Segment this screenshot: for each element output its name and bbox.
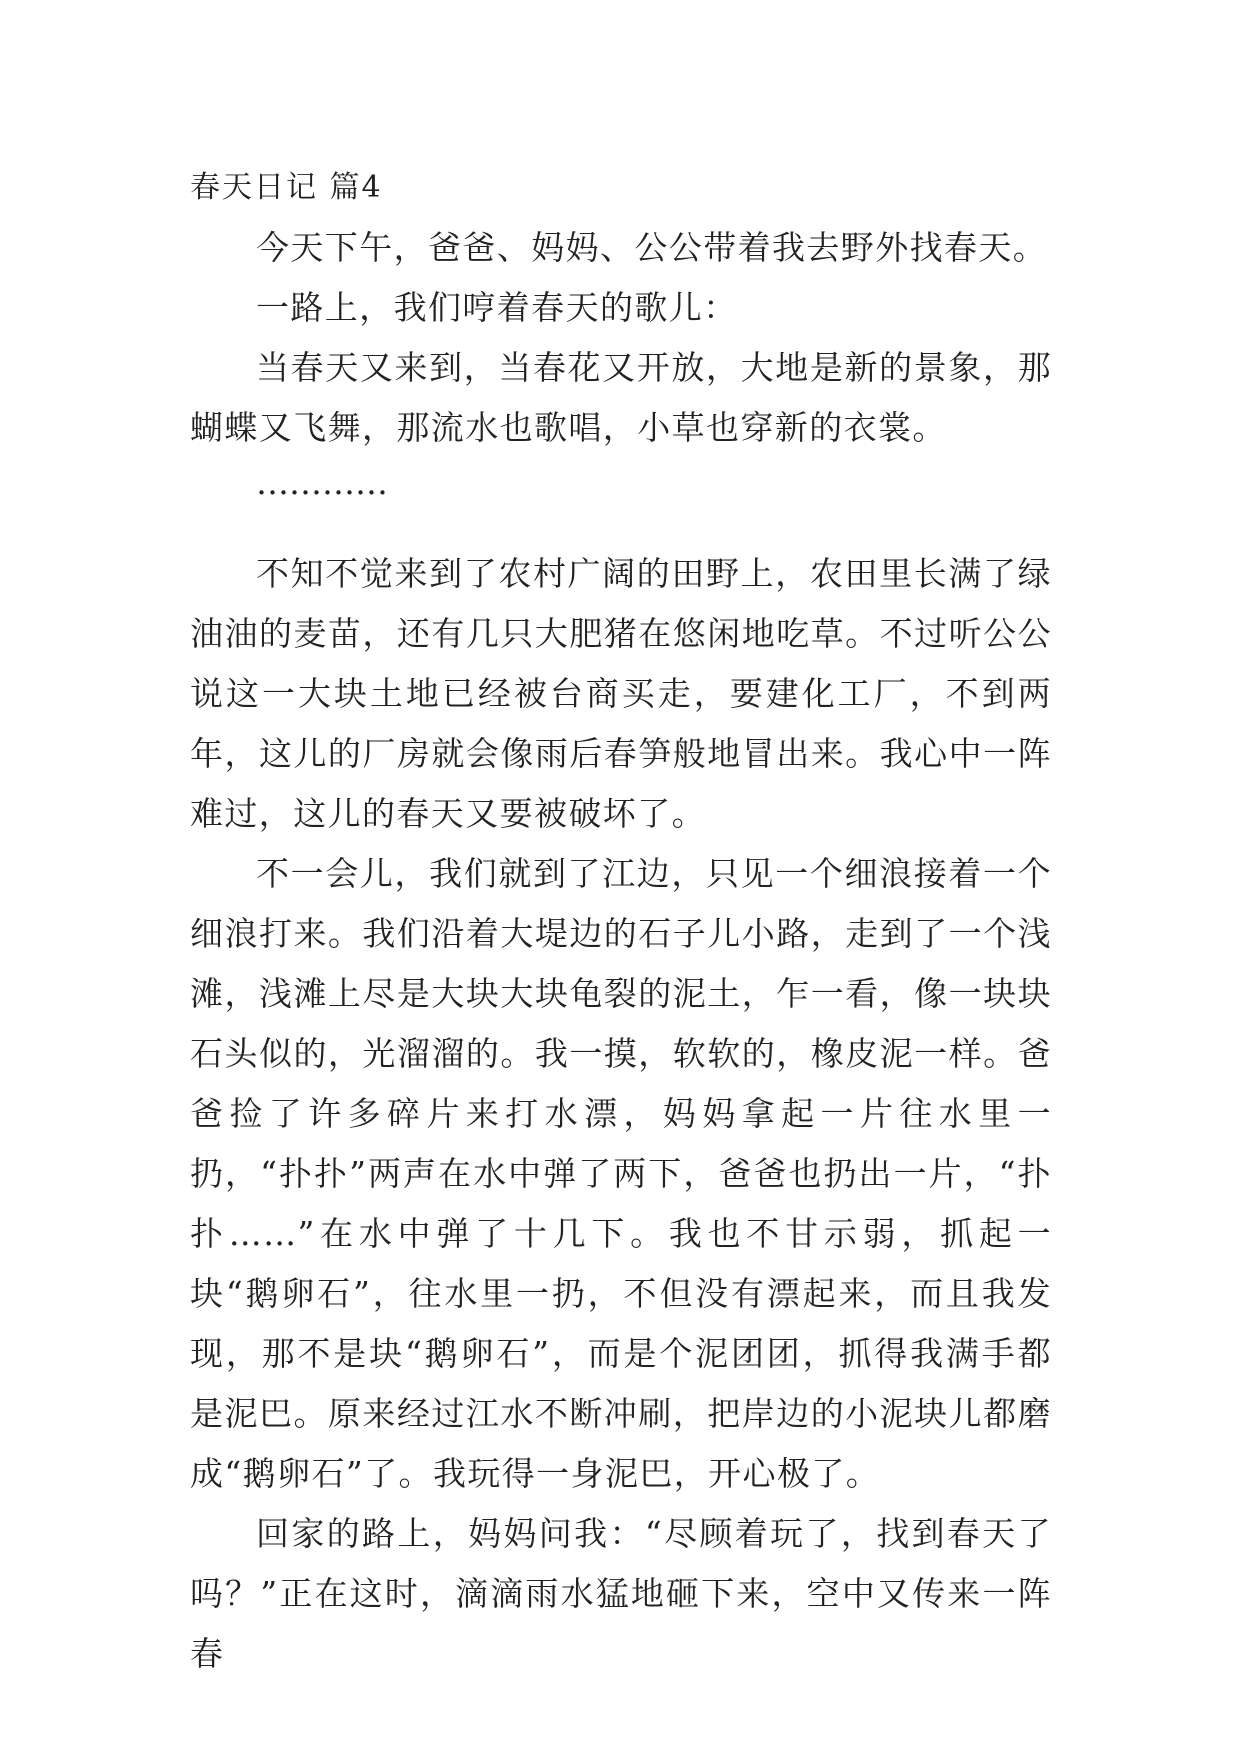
paragraph-way-home: 回家的路上，妈妈问我：“尽顾着玩了，找到春天了吗？”正在这时，滴滴雨水猛地砸下来，空中又传来一阵春 (190, 1514, 1052, 1673)
paragraph-singing: 一路上，我们哼着春天的歌儿： (256, 288, 738, 327)
paragraph-song-lyrics: 当春天又来到，当春花又开放，大地是新的景象，那蝴蝶又飞舞，那流水也歌唱，小草也穿新的衣裳。 (190, 348, 1052, 447)
document-title: 春天日记 篇4 (190, 170, 383, 205)
ellipsis-line: ………… (256, 463, 388, 502)
paragraph-fields: 不知不觉来到了农村广阔的田野上，农田里长满了绿油油的麦苗，还有几只大肥猪在悠闲地吃草。不过听公公说这一大块土地已经被台商买走，要建化工厂，不到两年，这儿的厂房就会像雨后春笋般地冒出来。我心中一阵难过，这儿的春天又要被破坏了。 (190, 554, 1052, 833)
paragraph-intro: 今天下午，爸爸、妈妈、公公带着我去野外找春天。 (256, 228, 1048, 267)
paragraph-riverside: 不一会儿，我们就到了江边，只见一个细浪接着一个细浪打来。我们沿着大堤边的石子儿小路，走到了一个浅滩，浅滩上尽是大块大块龟裂的泥土，乍一看，像一块块石头似的，光溜溜的。我一摸，软软的，橡皮泥一样。爸爸捡了许多碎片来打水漂，妈妈拿起一片往水里一扔，“扑扑”两声在水中弹了两下，爸爸也扔出一片，“扑扑……”在水中弹了十几下。我也不甘示弱，抓起一块“鹅卵石”，往水里一扔，不但没有漂起来，而且我发现，那不是块“鹅卵石”，而是个泥团团，抓得我满手都是泥巴。原来经过江水不断冲刷，把岸边的小泥块儿都磨成“鹅卵石”了。我玩得一身泥巴，开心极了。 (190, 854, 1052, 1493)
document-body (190, 158, 1052, 1684)
